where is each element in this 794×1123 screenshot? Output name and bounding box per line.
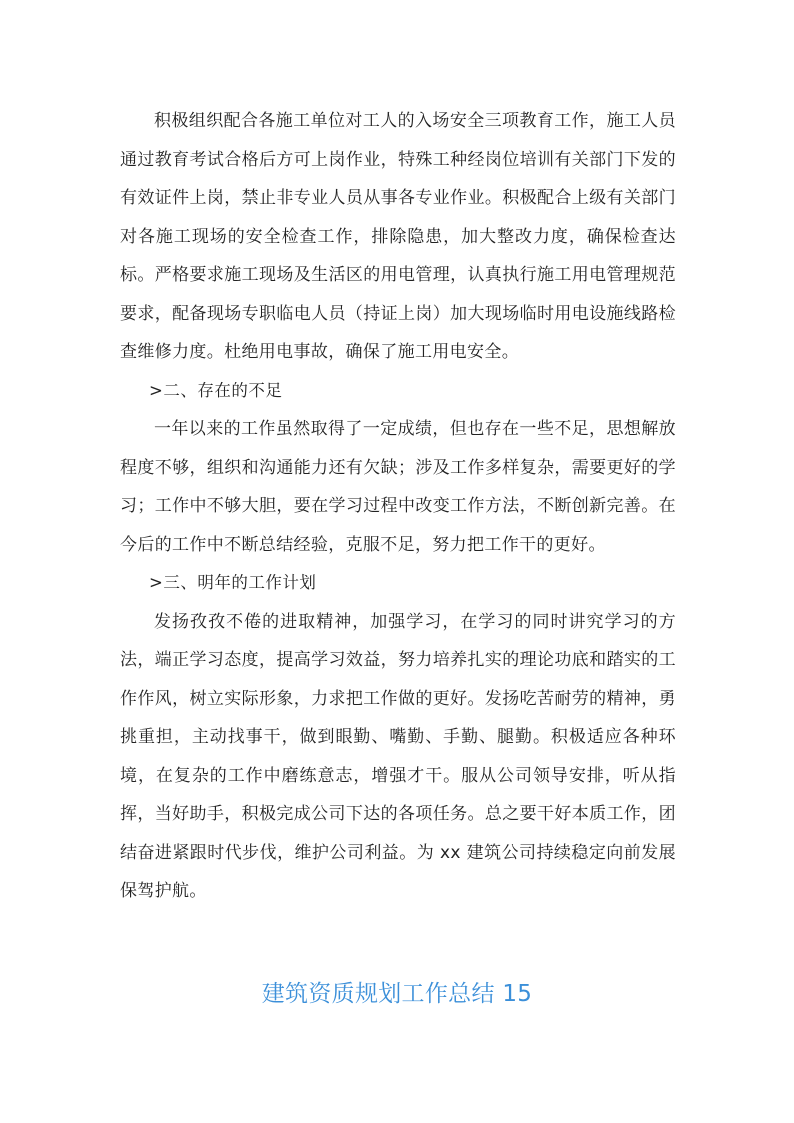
paragraph-next-year-plan: 发扬孜孜不倦的进取精神，加强学习，在学习的同时讲究学习的方法，端正学习态度，提高学习效益，努力培养扎实的理论功底和踏实的工作作风，树立实际形象，力求把工作做的更好。发扬吃苦耐劳的精神，勇挑重担，主动找事干，做到眼勤、嘴勤、手勤、腿勤。积极适应各种环境，在复杂的工作中磨练意志，增强才干。服从公司领导安排，听从指挥，当好助手，积极完成公司下达的各项任务。总之要干好本质工作，团结奋进紧跟时代步伐，维护公司利益。为 xx 建筑公司持续稳定向前发展保驾护航。 (120, 611, 676, 901)
section-heading-shortcomings: >二、存在的不足 (149, 380, 283, 400)
section-heading-next-year-plan: >三、明年的工作计划 (149, 573, 317, 592)
paragraph-shortcomings: 一年以来的工作虽然取得了一定成绩，但也存在一些不足，思想解放程度不够，组织和沟通能力还有欠缺；涉及工作多样复杂，需要更好的学习；工作中不够大胆，要在学习过程中改变工作方法，不断创新完善。在今后的工作中不断总结经验，克服不足，努力把工作干的更好。 (120, 419, 676, 555)
next-document-title: 建筑资质规划工作总结 15 (261, 981, 533, 1007)
document-body (120, 102, 676, 911)
paragraph-safety-work: 积极组织配合各施工单位对工人的入场安全三项教育工作，施工人员通过教育考试合格后方可上岗作业，特殊工种经岗位培训有关部门下发的有效证件上岗，禁止非专业人员从事各专业作业。积极配合上级有关部门对各施工现场的安全检查工作，排除隐患，加大整改力度，确保检查达标。严格要求施工现场及生活区的用电管理，认真执行施工用电管理规范要求，配备现场专职临电人员（持证上岗）加大现场临时用电设施线路检查维修力度。杜绝用电事故，确保了施工用电安全。 (120, 111, 676, 362)
